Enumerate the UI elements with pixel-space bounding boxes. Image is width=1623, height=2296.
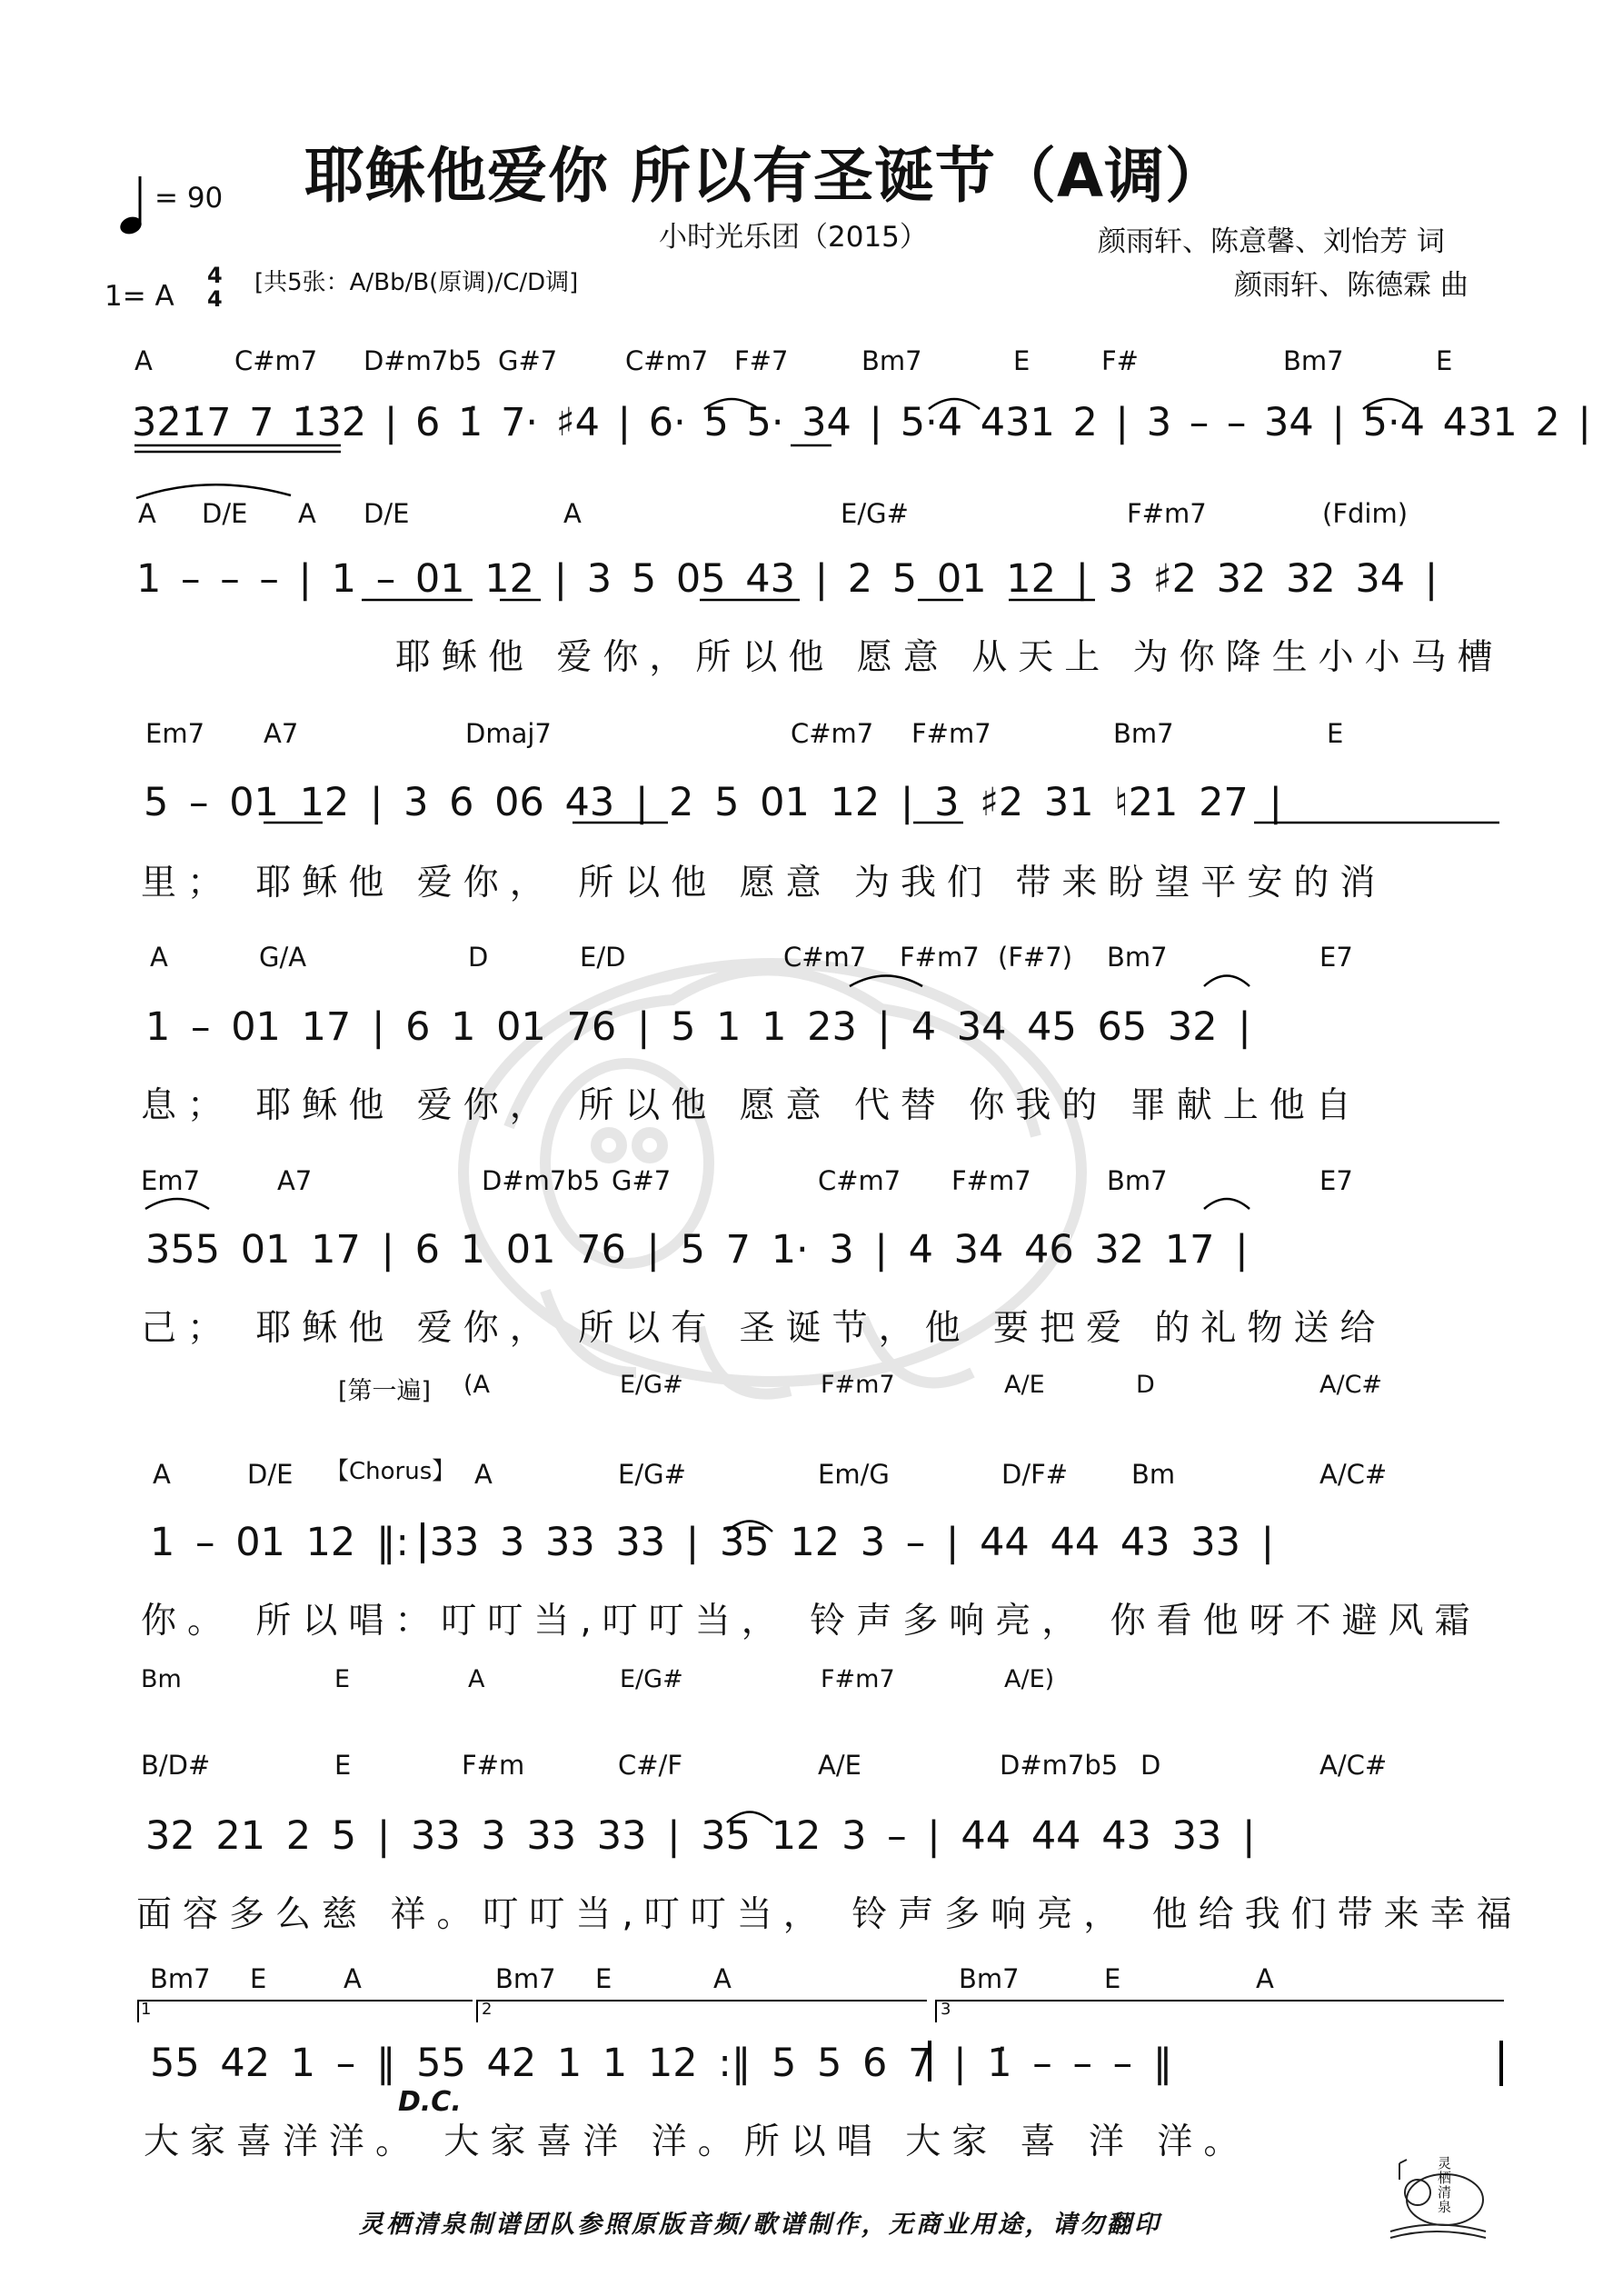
chord: A/E [1004,1371,1045,1399]
notation-line: 355 01 17 | 6 1 01 76 | 5 7 1· 3 | 4 34 46 32 17 | [145,1227,1249,1273]
chord: Bm7 [1107,942,1168,973]
chord: Bm [1131,1459,1176,1490]
chord: Dmaj7 [465,718,552,749]
chord: F#m7 [951,1165,1031,1196]
chord: (A [463,1371,491,1399]
chord: F#m7 [900,942,980,973]
chord: A [134,345,153,376]
song-title: 耶稣他爱你 所以有圣诞节（A调） [304,141,1227,211]
chord: Bm7 [861,345,922,376]
chord: E/G# [620,1665,683,1693]
chord: A/C# [1319,1371,1383,1399]
chord: (F#7) [998,942,1073,973]
lyric-line: 耶稣他 爱你，所以他 愿意 从天上 为你降生小小马槽 [395,637,1504,678]
chord: A [150,942,168,973]
chord: E [334,1750,352,1781]
chord: F#m7 [1127,498,1207,529]
chord: A7 [264,718,299,749]
chord: Em/G [818,1459,890,1490]
chord: C#m7 [783,942,867,973]
chord: F#m7 [911,718,991,749]
chord: A [1256,1963,1274,1994]
chord: A [153,1459,171,1490]
chord: Bm7 [495,1963,556,1994]
chord: (Fdim) [1322,498,1409,529]
chord: D/F# [1001,1459,1069,1490]
chord: D/E [202,498,248,529]
lyric-line: 里； 耶稣他 爱你， 所以他 愿意 为我们 带来盼望平安的消 [141,863,1387,903]
chord: D [1136,1371,1155,1399]
chord: F#m7 [821,1665,895,1693]
chord: A [713,1963,732,1994]
lyric-line: 息； 耶稣他 爱你， 所以他 愿意 代替 你我的 罪献上他自 [141,1085,1362,1126]
chord: A [138,498,156,529]
notation-line: 1 – 01 12 ‖: 33 3 33 33 | 35 12 3 – | 44 44 43 33 | [150,1520,1275,1565]
chord: A/C# [1319,1750,1388,1781]
chord: E/D [580,942,626,973]
chord: A [563,498,582,529]
chord: C#m7 [791,718,874,749]
chord: E [334,1665,351,1693]
chord: E/G# [620,1371,683,1399]
chord: C#m7 [625,345,709,376]
tempo-mark: = 90 [154,182,224,215]
chord: A/C# [1319,1459,1388,1490]
chord: F#m7 [821,1371,895,1399]
volta-3: 3 [941,2000,951,2019]
time-signature: 4 4 [207,263,223,312]
edition-note: [共5张：A/Bb/B(原调)/C/D调] [254,269,579,296]
chord: B/D# [141,1750,211,1781]
chord: A [474,1459,493,1490]
volta-1: 1 [141,2000,152,2019]
chord: Bm7 [1283,345,1344,376]
artist: 小时光乐团（2015） [659,221,928,254]
chord: A7 [277,1165,313,1196]
chord: E7 [1319,942,1353,973]
dc-mark: D.C. [398,2086,462,2118]
composer: 颜雨轩、陈德霖 曲 [1234,269,1469,302]
first-time-label: [第一遍] [338,1377,432,1405]
sheep-logo-icon [1381,2145,1490,2245]
chord: D#m7b5 [363,345,483,376]
chord: A [298,498,316,529]
chord: D#m7b5 [1000,1750,1119,1781]
chord: D/E [247,1459,294,1490]
chord: E [1436,345,1453,376]
notation-line: 5 – 01 12 | 3 6 06 43 | 2 5 01 12 | 3 ♯2 31 ♮21 27 | [144,780,1282,825]
chord: F#m [462,1750,525,1781]
chord: Bm7 [959,1963,1020,1994]
chord: F#7 [734,345,789,376]
chord: E [595,1963,612,1994]
chord: G/A [259,942,307,973]
chord: F# [1101,345,1139,376]
chord: E/G# [841,498,909,529]
chord: D [468,942,489,973]
chord: Em7 [145,718,205,749]
chord: G#7 [498,345,558,376]
chord: Em7 [141,1165,201,1196]
notation-line: 55 42 1 – ‖ 55 42 1 1 12 :‖ 5 5 6 7 | 1̇ – – – ‖ [150,2041,1173,2086]
chord: A/E) [1004,1665,1055,1693]
key-signature: 1= A [105,280,174,313]
lyricist: 颜雨轩、陈意馨、刘怡芳 词 [1098,225,1445,258]
chord: G#7 [612,1165,672,1196]
chord: A [344,1963,362,1994]
chord: E [1104,1963,1121,1994]
chord: Bm [141,1665,182,1693]
chord: C#/F [618,1750,682,1781]
chord: E [250,1963,267,1994]
chord: D#m7b5 [482,1165,601,1196]
notation-line: 1 – – – | 1 – 01 12 | 3 5 05 43 | 2 5 01 12 | 3 ♯2 32 32 34 | [136,556,1439,602]
logo-text: 灵栖清泉 [1438,2155,1452,2215]
chord: A [468,1665,485,1693]
chord: E7 [1319,1165,1353,1196]
notation-line: 1 – 01 17 | 6 1 01 76 | 5 1 1 23 | 4 34 45 65 32 | [145,1004,1251,1050]
chord: C#m7 [818,1165,901,1196]
chord: A/E [818,1750,861,1781]
notation-line: 32 21 2 5 | 33 3 33 33 | 35 12 3 – | 44 44 43 33 | [145,1813,1256,1859]
volta-2: 2 [482,2000,493,2019]
lyric-line: 己； 耶稣他 爱你， 所以有 圣诞节，他 要把爱 的礼物送给 [141,1308,1387,1349]
footer-note: 灵栖清泉制谱团队参照原版音频/歌谱制作，无商业用途，请勿翻印 [359,2211,1161,2239]
chord: D [1140,1750,1161,1781]
chord: E/G# [618,1459,686,1490]
chord: C#m7 [234,345,318,376]
chord: E [1013,345,1031,376]
chord: Bm7 [1113,718,1174,749]
notation-line: 32̇1̇7 7 1̇3̇2̇ | 6 1̇ 7· ♯4 | 6· 5 5· 34 | 5·4 431 2 | 3 – – 34 | 5·4 431 2 | [132,400,1591,445]
chord: D/E [363,498,410,529]
chord: E [1327,718,1344,749]
lyric-line: 大家喜洋洋。 大家喜洋 洋。所以唱 大家 喜 洋 洋。 [144,2121,1250,2162]
chord: Bm7 [1107,1165,1168,1196]
chord: Bm7 [150,1963,211,1994]
lyric-line: 面容多么慈 祥。叮叮当,叮叮当， 铃声多响亮， 他给我们带来幸福 [136,1894,1523,1935]
lyric-line: 你。 所以唱：叮叮当,叮叮当， 铃声多响亮， 你看他呀不避风霜 [141,1601,1481,1642]
chorus-tag: 【Chorus】 [325,1458,456,1485]
